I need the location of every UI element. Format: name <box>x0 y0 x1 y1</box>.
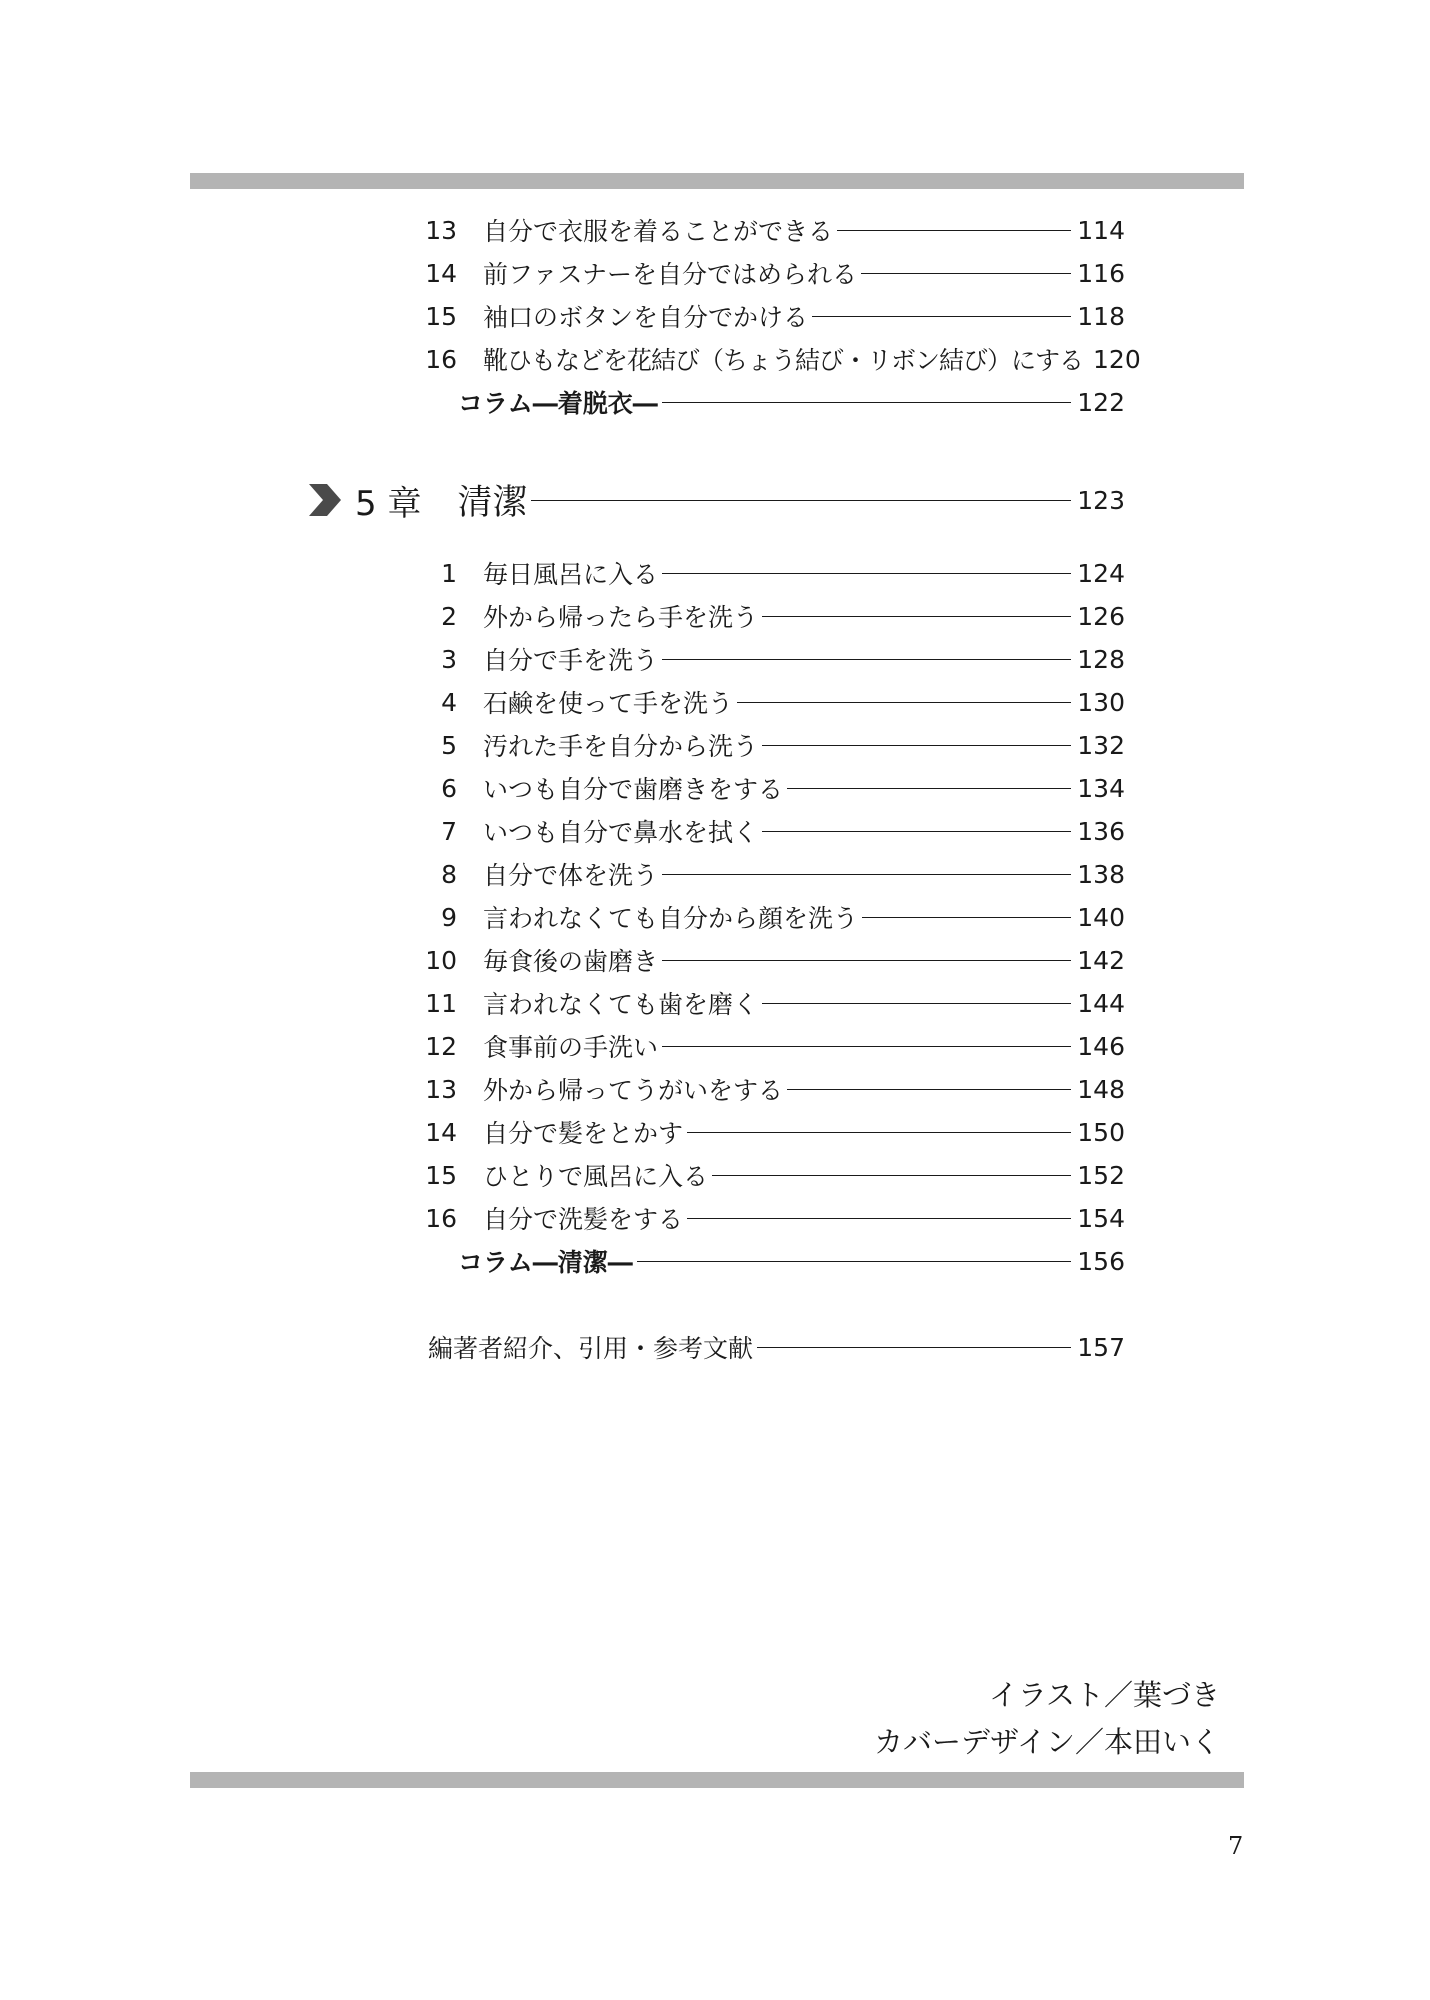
leader-line <box>762 1003 1071 1004</box>
toc-entry[interactable] <box>395 1026 1125 1066</box>
entry-page: 140 <box>1077 902 1125 932</box>
entry-page: 138 <box>1077 859 1125 889</box>
entry-number: 15 <box>425 1160 457 1190</box>
entry-number: 2 <box>441 601 457 631</box>
toc-column-entry[interactable] <box>395 382 1125 422</box>
toc-column-entry[interactable] <box>395 1241 1125 1281</box>
entry-page: 157 <box>1077 1332 1125 1362</box>
entry-title: いつも自分で鼻水を拭く <box>483 818 759 847</box>
entry-title: 自分で洗髪をする <box>483 1205 684 1234</box>
leader-line <box>662 874 1071 875</box>
leader-line <box>531 500 1071 501</box>
entry-number: 8 <box>441 859 457 889</box>
entry-page: 152 <box>1077 1160 1125 1190</box>
entry-number: 7 <box>441 816 457 846</box>
entry-title: 自分で手を洗う <box>483 646 659 675</box>
toc-entry[interactable] <box>395 940 1125 980</box>
entry-number: 16 <box>425 344 457 374</box>
entry-title: 自分で髪をとかす <box>483 1119 684 1148</box>
toc-entry[interactable] <box>395 553 1125 593</box>
entry-number: 3 <box>441 644 457 674</box>
toc-entry[interactable] <box>395 983 1125 1023</box>
entry-title: 外から帰ってうがいをする <box>483 1076 784 1105</box>
toc-entry[interactable] <box>395 1155 1125 1195</box>
entry-page: 120 <box>1093 344 1141 374</box>
page-number: 7 <box>1228 1832 1244 1860</box>
leader-line <box>837 230 1071 231</box>
entry-number: 13 <box>425 215 457 245</box>
entry-page: 116 <box>1077 258 1125 288</box>
leader-line <box>662 960 1071 961</box>
leader-line <box>662 402 1072 403</box>
entry-title: いつも自分で歯磨きをする <box>483 775 784 804</box>
entry-number: 12 <box>425 1031 457 1061</box>
entry-title: ひとりで風呂に入る <box>483 1162 709 1191</box>
chapter-title: 清潔 <box>457 483 528 523</box>
leader-line <box>862 917 1071 918</box>
toc-end-entry[interactable] <box>428 1327 1125 1367</box>
chevron-right-icon <box>305 480 345 520</box>
leader-line <box>861 273 1071 274</box>
leader-line <box>787 1089 1071 1090</box>
entry-title: 言われなくても自分から顔を洗う <box>483 904 859 933</box>
entry-number: 13 <box>425 1074 457 1104</box>
toc-entry[interactable] <box>395 639 1125 679</box>
leader-line <box>757 1347 1071 1348</box>
cover-design-credit: カバーデザイン／本田いく <box>874 1725 1220 1759</box>
entry-page: 118 <box>1077 301 1125 331</box>
leader-line <box>637 1261 1072 1262</box>
entry-page: 148 <box>1077 1074 1125 1104</box>
toc-entry[interactable] <box>395 1198 1125 1238</box>
leader-line <box>737 702 1071 703</box>
entry-page: 144 <box>1077 988 1125 1018</box>
toc-entry[interactable] <box>395 768 1125 808</box>
leader-line <box>762 745 1071 746</box>
leader-line <box>712 1175 1071 1176</box>
entry-number: 1 <box>441 558 457 588</box>
entry-page: 130 <box>1077 687 1125 717</box>
leader-line <box>762 616 1071 617</box>
entry-title: 食事前の手洗い <box>483 1033 659 1062</box>
entry-title: 袖口のボタンを自分でかける <box>483 303 809 332</box>
entry-number: 15 <box>425 301 457 331</box>
toc-entry[interactable] <box>395 854 1125 894</box>
entry-number: 16 <box>425 1203 457 1233</box>
entry-title: 自分で体を洗う <box>483 861 659 890</box>
leader-line <box>662 659 1071 660</box>
entry-number: 5 <box>441 730 457 760</box>
chapter-page: 123 <box>1077 485 1125 515</box>
leader-line <box>787 788 1071 789</box>
toc-entry[interactable] <box>395 296 1125 336</box>
entry-page: 126 <box>1077 601 1125 631</box>
entry-title: 石鹸を使って手を洗う <box>483 689 734 718</box>
leader-line <box>662 573 1071 574</box>
entry-page: 122 <box>1077 387 1125 417</box>
illustration-credit: イラスト／葉づき <box>988 1678 1220 1712</box>
column-title: コラム―清潔― <box>458 1248 633 1277</box>
entry-number: 14 <box>425 258 457 288</box>
entry-number: 4 <box>441 687 457 717</box>
entry-page: 142 <box>1077 945 1125 975</box>
entry-page: 132 <box>1077 730 1125 760</box>
entry-title: 言われなくても歯を磨く <box>483 990 759 1019</box>
toc-entry[interactable] <box>395 1069 1125 1109</box>
entry-page: 154 <box>1077 1203 1125 1233</box>
toc-entry[interactable] <box>395 725 1125 765</box>
entry-page: 156 <box>1077 1246 1125 1276</box>
entry-page: 128 <box>1077 644 1125 674</box>
toc-entry[interactable] <box>395 253 1125 293</box>
entry-title: 毎日風呂に入る <box>483 560 659 589</box>
leader-line <box>687 1218 1071 1219</box>
chapter-heading[interactable] <box>305 470 1125 530</box>
toc-entry[interactable] <box>395 210 1125 250</box>
entry-number: 10 <box>425 945 457 975</box>
leader-line <box>762 831 1071 832</box>
end-entry-title: 編著者紹介、引用・参考文献 <box>428 1334 754 1363</box>
entry-title: 靴ひもなどを花結び（ちょう結び・リボン結び）にする <box>483 346 1084 375</box>
leader-line <box>812 316 1071 317</box>
toc-entry[interactable] <box>395 897 1125 937</box>
entry-title: 汚れた手を自分から洗う <box>483 732 759 761</box>
entry-number: 14 <box>425 1117 457 1147</box>
bottom-rule <box>190 1772 1244 1788</box>
top-rule <box>190 173 1244 189</box>
entry-title: 前ファスナーを自分ではめられる <box>483 260 858 289</box>
entry-page: 136 <box>1077 816 1125 846</box>
entry-page: 134 <box>1077 773 1125 803</box>
toc-entry[interactable] <box>395 1112 1125 1152</box>
toc-entry[interactable] <box>395 339 1141 379</box>
entry-title: 自分で衣服を着ることができる <box>483 217 834 246</box>
entry-number: 11 <box>425 988 457 1018</box>
chapter-label: 5 章 <box>355 483 422 524</box>
entry-title: 毎食後の歯磨き <box>483 947 659 976</box>
toc-entry[interactable] <box>395 682 1125 722</box>
toc-entry[interactable] <box>395 596 1125 636</box>
leader-line <box>687 1132 1071 1133</box>
credits <box>874 1672 1220 1766</box>
entry-page: 150 <box>1077 1117 1125 1147</box>
entry-page: 114 <box>1077 215 1125 245</box>
toc-entry[interactable] <box>395 811 1125 851</box>
entry-page: 124 <box>1077 558 1125 588</box>
entry-title: 外から帰ったら手を洗う <box>483 603 759 632</box>
entry-number: 6 <box>441 773 457 803</box>
leader-line <box>662 1046 1071 1047</box>
entry-number: 9 <box>441 902 457 932</box>
entry-page: 146 <box>1077 1031 1125 1061</box>
column-title: コラム―着脱衣― <box>458 389 658 418</box>
